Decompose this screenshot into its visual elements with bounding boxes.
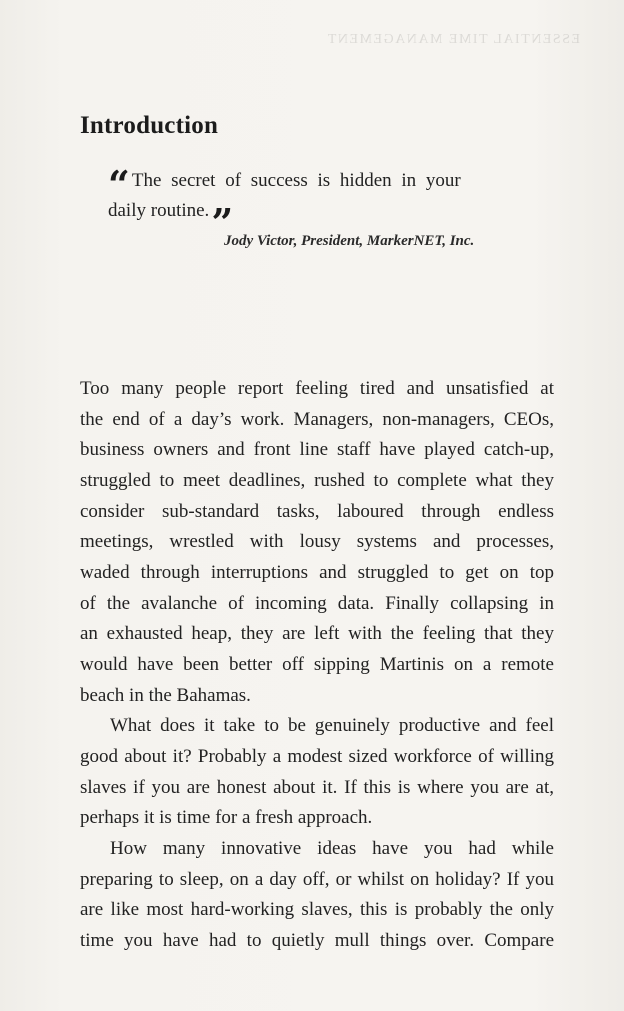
text-line: meetings, wrestled with lousy systems and processes, (80, 531, 554, 553)
section-heading: Introduction (80, 112, 219, 139)
bleed-through-running-header (280, 32, 580, 48)
body-text (80, 374, 554, 956)
quote-text-1: The secret of success is hidden in your (131, 170, 461, 191)
running-header-text: ESSENTIAL TIME MANAGEMENT (326, 32, 580, 47)
paragraph-2 (80, 711, 554, 834)
text-line: of the avalanche of incoming data. Finally collapsing in (80, 592, 554, 614)
text-line: perhaps it is time for a fresh approach. (80, 807, 373, 829)
open-quote-mark-icon: “ (108, 162, 130, 207)
text-line: Too many people report feeling tired and unsatisfied at (80, 378, 554, 399)
text-line: How many innovative ideas have you had while (110, 837, 554, 859)
quote-line-1 (108, 162, 528, 207)
text-line: What does it take to be genuinely productive and feel (110, 715, 554, 737)
text-line: the end of a day’s work. Managers, non-managers, CEOs, (80, 408, 554, 430)
text-line: business owners and front line staff have played catch-up, (80, 439, 554, 461)
paragraph-1 (80, 374, 554, 711)
text-line: struggled to meet deadlines, rushed to complete what they (80, 469, 554, 491)
text-line: preparing to sleep, on a day off, or whilst on holiday? If you (80, 868, 554, 890)
close-quote-mark-icon: ” (211, 200, 234, 245)
text-line: slaves if you are honest about it. If this is where you are at, (80, 776, 554, 798)
text-line: waded through interruptions and struggled to get on top (80, 561, 554, 583)
text-line: an exhausted heap, they are left with the feeling that they (80, 623, 554, 645)
text-line: are like most hard-working slaves, this is probably the only (80, 899, 554, 921)
text-line: beach in the Bahamas. (80, 684, 251, 706)
paragraph-3 (80, 834, 554, 957)
text-line: consider sub-standard tasks, laboured through endless (80, 500, 554, 522)
text-line: good about it? Probably a modest sized workforce of willing (80, 745, 554, 767)
text-line: would have been better off sipping Martinis on a remote (80, 653, 554, 675)
text-line: time you have had to quietly mull things over. Compare (80, 929, 554, 951)
quote-text-2: daily routine. (108, 200, 210, 221)
quote-attribution: Jody Victor, President, MarkerNET, Inc. (224, 233, 475, 249)
